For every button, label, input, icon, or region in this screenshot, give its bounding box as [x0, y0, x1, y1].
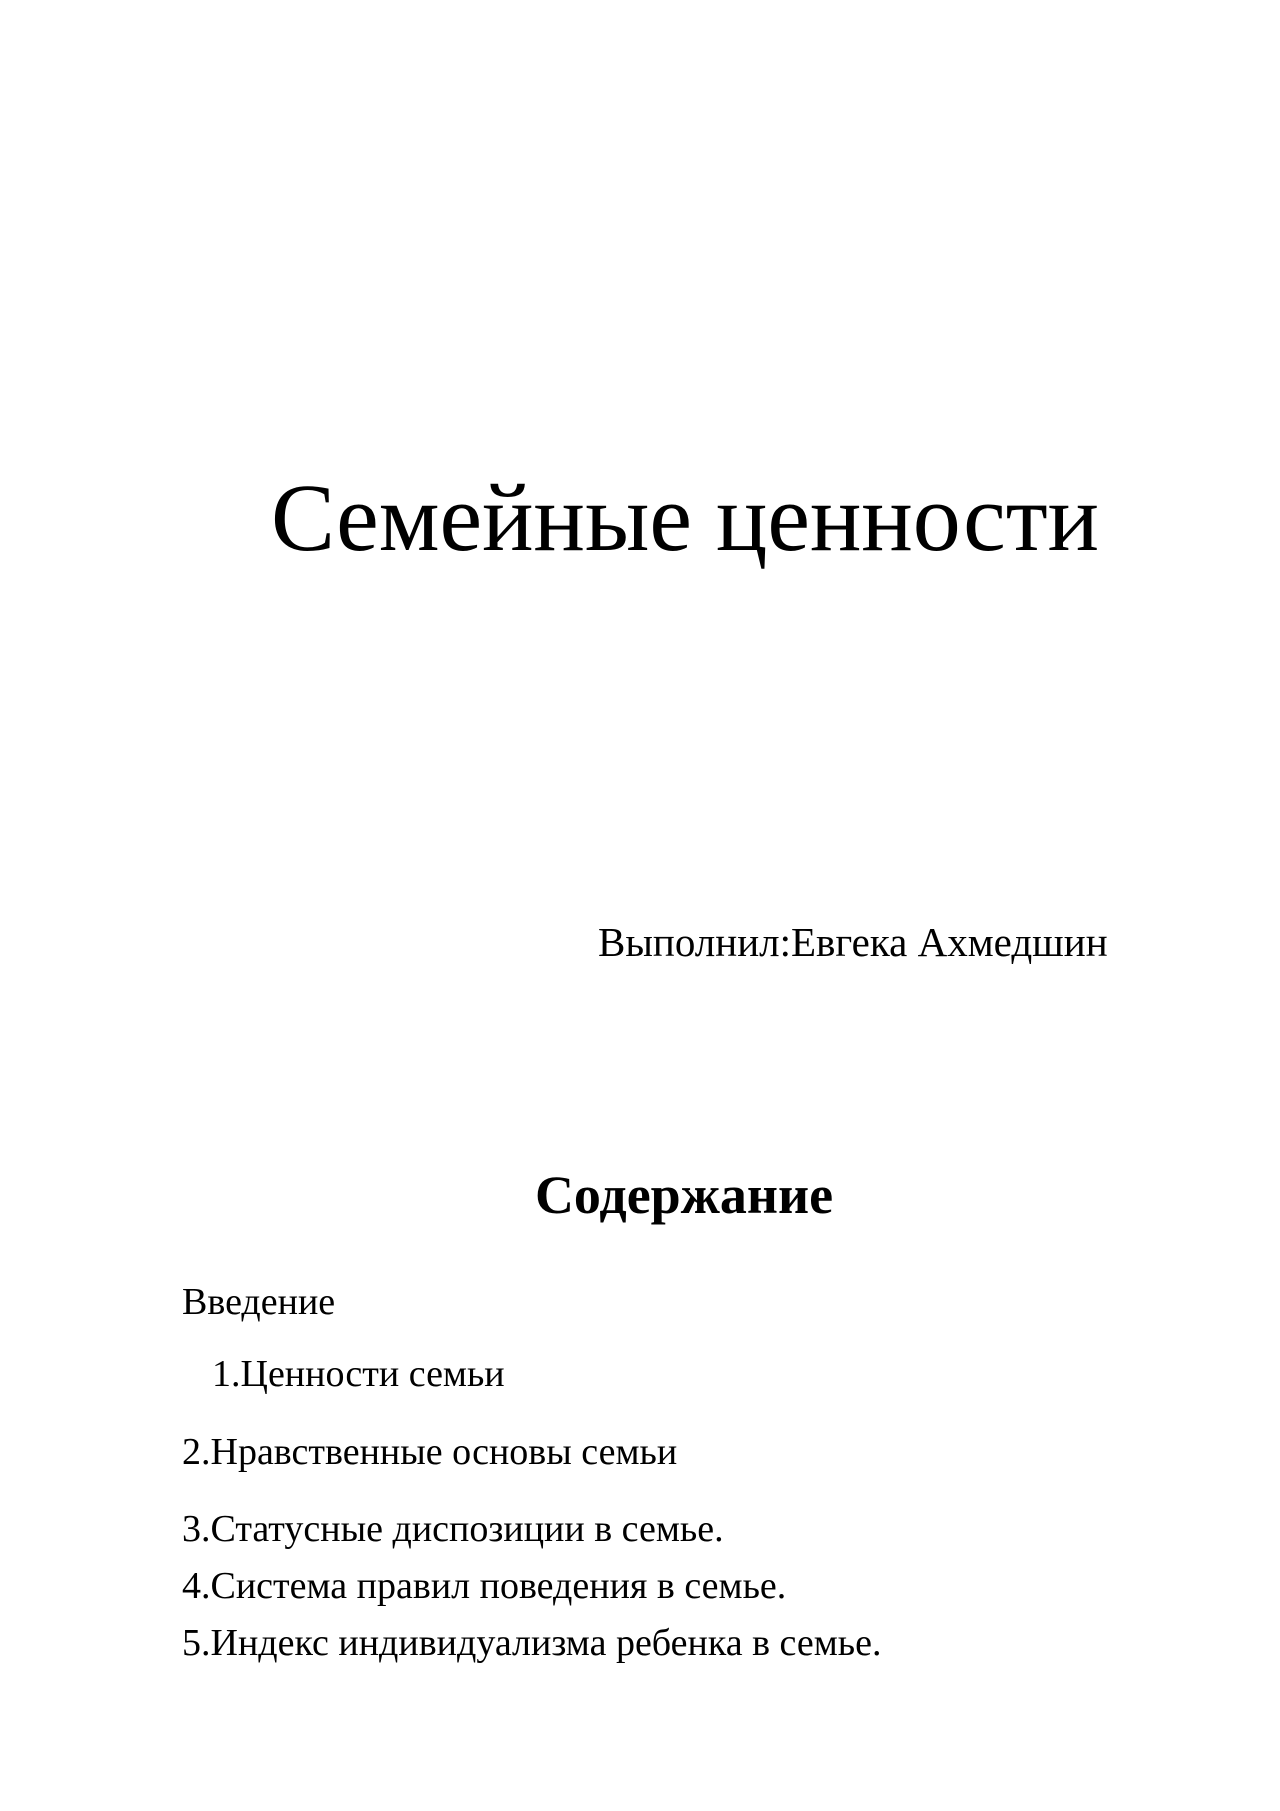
- toc-item-5: 5.Индекс индивидуализма ребенка в семье.: [182, 1622, 882, 1664]
- toc-item-2: 2.Нравственные основы семьи: [182, 1431, 678, 1473]
- toc-heading: Содержание: [534, 1165, 834, 1225]
- toc-item-1: 1.Ценности семьи: [212, 1353, 505, 1395]
- toc-item-3: 3.Статусные диспозиции в семье.: [182, 1508, 724, 1550]
- author-line: Выполнил:Евгека Ахмедшин: [598, 919, 1108, 965]
- toc-item-introduction: Введение: [182, 1281, 336, 1323]
- document-title: Семейные ценности: [270, 464, 1100, 571]
- toc-item-4: 4.Система правил поведения в семье.: [182, 1565, 787, 1607]
